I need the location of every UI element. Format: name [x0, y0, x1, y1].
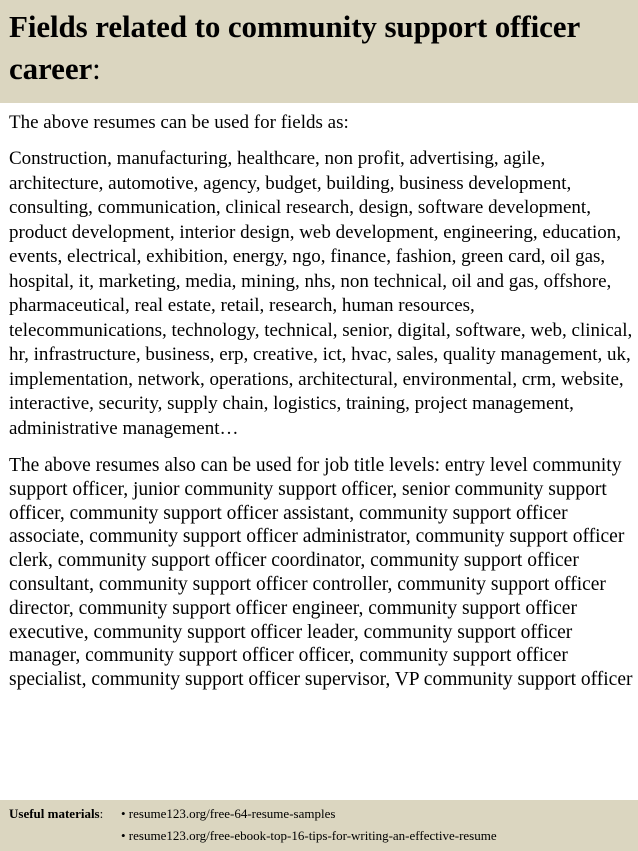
useful-materials-label-text: Useful materials — [9, 806, 100, 821]
job-levels-text: The above resumes also can be used for job title levels: entry level community support officer, junior community support officer, senior community support officer, community support officer assistant, community support officer associate, community support officer administrator, community support officer clerk, community support officer coordinator, community support officer consultant, community support officer controller, community support officer director, community support officer engineer, community support officer executive, community support officer leader, community support officer manager, community support officer officer, community support officer specialist, community support officer supervisor, VP community support officer — [9, 455, 633, 691]
header-band — [0, 0, 638, 103]
page-title — [9, 6, 634, 90]
useful-materials-label-colon: : — [99, 806, 104, 821]
fields-list-text: Construction, manufacturing, healthcare, non profit, advertising, agile, architecture, automotive, agency, budget, building, business development, consulting, communication, clinical research, design, software development, product development, interior design, web development, engineering, education, events, electrical, exhibition, energy, ngo, finance, fashion, green card, oil gas, hospital, it, marketing, media, mining, nhs, non technical, oil and gas, offshore, pharmaceutical, real estate, retail, research, human resources, telecommunications, technology, technical, senior, digital, software, web, clinical, hr, infrastructure, business, erp, creative, ict, hvac, sales, quality management, uk, implementation, network, operations, architectural, environmental, crm, website, interactive, security, supply chain, logistics, training, project management, administrative management… — [9, 148, 633, 439]
useful-materials-label — [9, 806, 103, 822]
page-title-text: Fields related to community support officer career — [9, 9, 580, 86]
page-title-colon: : — [92, 51, 101, 86]
resume-samples-link[interactable]: • resume123.org/free-64-resume-samples — [121, 806, 336, 821]
footer-band — [0, 800, 638, 851]
main-content — [9, 108, 634, 800]
ebook-tips-link[interactable]: • resume123.org/free-ebook-top-16-tips-for-writing-an-effective-resume — [121, 828, 497, 843]
intro-text: The above resumes can be used for fields as: — [9, 112, 349, 133]
